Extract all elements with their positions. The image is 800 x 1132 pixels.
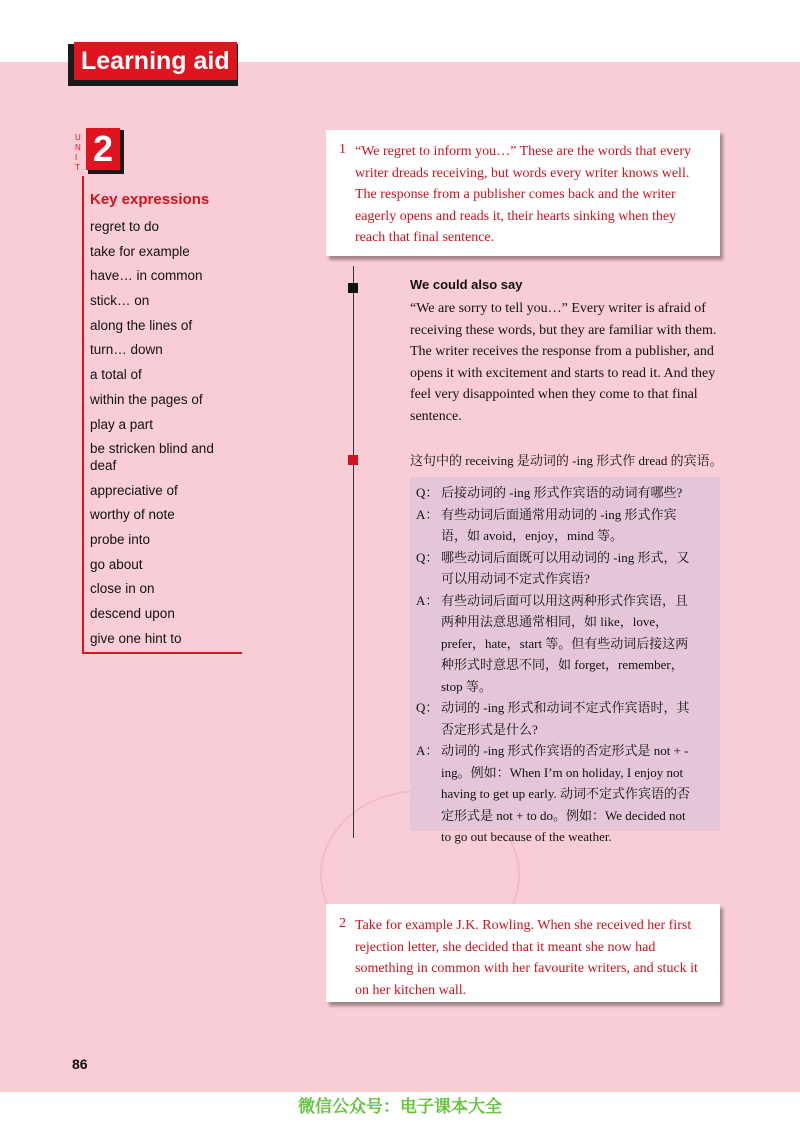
- key-expression-item: give one hint to: [90, 630, 182, 646]
- qa-text: 有些动词后面可以用这两种形式作宾语，且两种用法意思通常相同，如 like，love，prefer，hate，start 等。但有些动词后接这两种形式时意思不同，如 forget，remember，stop 等。: [441, 592, 689, 694]
- key-expression-item: play a part: [90, 416, 154, 432]
- key-expression-item: descend upon: [90, 606, 175, 622]
- qa-tag: Q：: [416, 485, 439, 500]
- grammar-note: 这句中的 receiving 是动词的 -ing 形式作 dread 的宾语。: [410, 453, 723, 468]
- key-expression-item: turn… down: [90, 342, 163, 358]
- footer-text: 微信公众号：电子课本大全: [298, 1097, 502, 1117]
- qa-tag: Q：: [416, 549, 439, 565]
- qa-item: [416, 504, 716, 547]
- key-expression-item: probe into: [90, 532, 151, 548]
- qa-text: 动词的 -ing 形式和动词不定式作宾语时，其否定形式是什么?: [441, 700, 690, 737]
- unit-number: 2: [86, 128, 120, 170]
- key-expression-item: go about: [90, 556, 143, 572]
- unit-letter-u: U: [75, 133, 81, 142]
- unit-letter-i: I: [75, 153, 78, 162]
- key-expressions-list: [90, 216, 240, 653]
- qa-text: 哪些动词后面既可以用动词的 -ing 形式，又可以用动词不定式作宾语?: [441, 549, 690, 586]
- key-expression-item: within the pages of: [90, 391, 203, 407]
- key-expression-item: close in on: [90, 581, 155, 597]
- note-text: “We regret to inform you…” These are the words that every writer dreads receiving, but words every writer knows well. The response from a publisher comes back and the writer eagerly opens and reads it, their hearts sinking when they reach that final sentence.: [355, 144, 692, 245]
- section-title: Learning aid: [74, 42, 237, 80]
- timeline-line: [353, 266, 354, 838]
- could-also-say-title: We could also say: [410, 277, 523, 292]
- qa-text: 后接动词的 -ing 形式作宾语的动词有哪些?: [441, 485, 683, 500]
- note-card-1: [326, 130, 720, 256]
- timeline-marker-black: [348, 283, 358, 293]
- qa-item: [416, 482, 716, 504]
- key-expressions-title: Key expressions: [90, 191, 210, 208]
- note-number: 2: [339, 916, 346, 931]
- qa-item: [416, 697, 716, 740]
- page-number: 86: [72, 1056, 88, 1072]
- key-expression-item: appreciative of: [90, 482, 178, 498]
- note-card-2: [326, 904, 720, 1002]
- qa-text: 动词的 -ing 形式作宾语的否定形式是 not + -ing。例如：When I’m on holiday, I enjoy not having to get up early. 动词不定式作宾语的否定形式是 not + to do。例如：We decided not to go out because of the weather.: [441, 743, 691, 844]
- could-also-say-text: “We are sorry to tell you…” Every writer is afraid of receiving these words, but they are familiar with them. The writer receives the response from a publisher, and opens it with excitement and starts to read it. And they feel very disappointed when they come to that final sentence.: [410, 301, 717, 424]
- sidebar-divider: [82, 176, 84, 654]
- key-expression-item: worthy of note: [90, 507, 175, 523]
- note-number: 1: [339, 142, 346, 157]
- qa-text: 有些动词后面通常用动词的 -ing 形式作宾语，如 avoid，enjoy，mind 等。: [441, 506, 677, 543]
- key-expression-item: take for example: [90, 243, 190, 259]
- qa-tag: A：: [416, 592, 439, 608]
- timeline-marker-red: [348, 455, 358, 465]
- unit-letter-n: N: [75, 143, 81, 152]
- unit-letter-t: T: [75, 163, 80, 172]
- qa-tag: A：: [416, 506, 439, 522]
- note-text: Take for example J.K. Rowling. When she received her first rejection letter, she decided that it meant she now had something in common with her favourite writers, and stuck it on her kitchen wall.: [355, 918, 698, 998]
- key-expression-item: regret to do: [90, 219, 160, 234]
- qa-tag: A：: [416, 743, 439, 758]
- key-expression-item: have… in common: [90, 268, 203, 284]
- key-expression-item: along the lines of: [90, 317, 193, 333]
- qa-item: [416, 547, 716, 590]
- qa-tag: Q：: [416, 700, 439, 715]
- qa-item: [416, 740, 716, 848]
- key-expression-item: a total of: [90, 367, 142, 383]
- qa-list: [416, 482, 716, 848]
- unit-label: [75, 133, 85, 173]
- qa-item: [416, 590, 716, 698]
- key-expression-item: be stricken blind and deaf: [90, 441, 214, 474]
- key-expression-item: stick… on: [90, 293, 150, 309]
